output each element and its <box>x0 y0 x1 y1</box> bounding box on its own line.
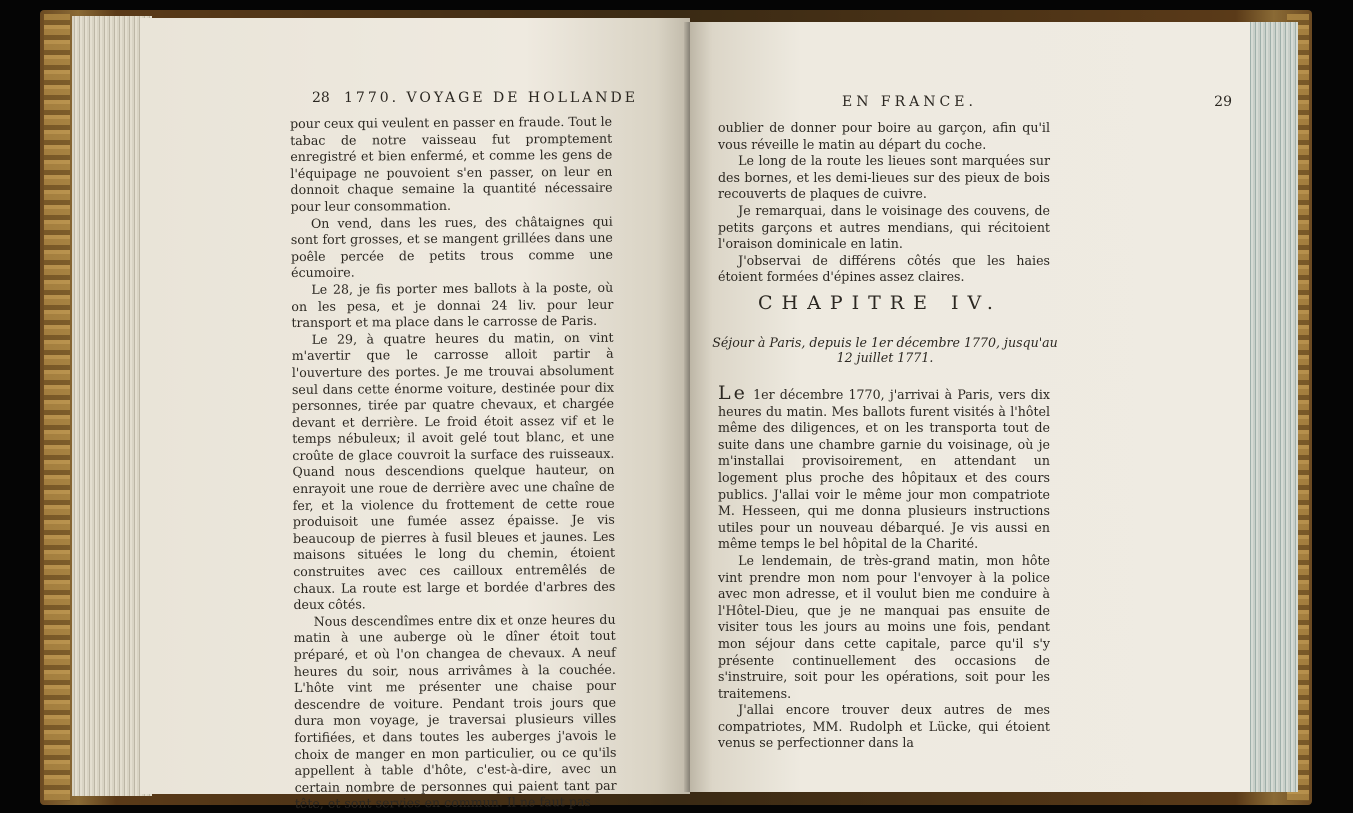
paragraph: Le long de la route les lieues sont marquées sur des bornes, et les demi-lieues sur des pieux de bois recouverts de plaques de cuivre. <box>718 153 1050 202</box>
drop-cap: Le <box>718 382 748 404</box>
paragraph: J'observai de différens côtés que les haies étoient formées d'épines assez claires. <box>718 252 1050 285</box>
paragraph: Nous descendîmes entre dix et onze heures du matin à une auberge où le dîner étoit tout préparé, et où l'on changea de chevaux. A neuf heures du soir, nous arrivâmes à la couchée. L'hôte vint me présenter une chaise pour descendre de voiture. Pendant trois jours que dura mon voyage, je traversai plusieurs villes fortifiées, et dans toutes les auberges j'avois le choix de manger en mon particulier, ou ce qu'ils appellent à table d'hôte, c'est-à-dire, avec un certain nombre de personnes qui paient tant par tête, et sont servies en commun. Il ne faut pas <box>293 611 617 812</box>
paragraph: On vend, dans les rues, des châtaignes qui sont fort grosses, et se mangent grillées dans une poêle percée de petits trous comme une écumoire. <box>290 213 614 281</box>
right-page <box>690 22 1250 792</box>
paragraph: Je remarquai, dans le voisinage des couvens, de petits garçons et autres mendians, qui récitoient l'oraison dominicale en latin. <box>718 202 1050 252</box>
paragraph: pour ceux qui veulent en passer en fraude. Tout le tabac de notre vaisseau fut promptement enregistré et bien enfermé, et comme les gens de l'équipage ne pouvoient s'en passer, on leur en donnoit chaque semaine la quantité nécessaire pour leur consommation. <box>290 113 613 214</box>
paragraph: Le 29, à quatre heures du matin, on vint m'avertir que le carrosse alloit partir à l'ouverture des portes. Je me trouvai absolument seul dans cette énorme voiture, destinée pour dix personnes, tirée par quatre chevaux, et chargée devant et derrière. Le froid étoit assez vif et le temps nébuleux; il avoit gelé tout blanc, et une croûte de glace couvroit la surface des ruisseaux. Quand nous descendions quelque hauteur, on enrayoit une roue de derrière avec une chaîne de fer, et la violence du frottement de cette roue produisoit une fumée assez épaisse. Je vis beaucoup de pierres à fusil bleues et jaunes. Les maisons situées le long du chemin, étoient construites avec ces cailloux entremêlés de chaux. La route est large et bordée d'arbres des deux côtés. <box>291 329 616 613</box>
left-page-number: 28 <box>312 90 330 106</box>
chapter-subtitle: Séjour à Paris, depuis le 1er décembre 1770, jusqu'au 12 juillet 1771. <box>712 335 1058 365</box>
paragraph-text: 1er décembre 1770, j'arrivai à Paris, vers dix heures du matin. Mes ballots furent visités à l'hôtel même des diligences, et on les transporta tout de suite dans une chambre garnie du voisinage, où je m'installai provisoirement, en attendant un logement plus proche des hôpitaux et des cours publics. J'allai voir le même jour mon compatriote M. Hesseen, qui me donna plusieurs instructions utiles pour un nouveau débarqué. Je vis aussi en même temps le bel hôpital de la Charité. <box>718 387 1050 552</box>
left-header-title: 1770. VOYAGE DE HOLLANDE <box>344 90 638 106</box>
paragraph: oublier de donner pour boire au garçon, afin qu'il vous réveille le matin au départ du coche. <box>718 120 1050 152</box>
gilt-edge-left <box>44 14 70 801</box>
paragraph: Le 28, je fis porter mes ballots à la poste, où on les pesa, et je donnai 24 liv. pour leur transport et ma place dans le carrosse de Paris. <box>291 279 614 331</box>
right-body-text-top <box>718 120 1050 286</box>
paragraph: Le lendemain, de très-grand matin, mon hôte vint prendre mon nom pour l'envoyer à la police avec mon adresse, et il voulut bien me conduire à l'Hôtel-Dieu, que je ne manquai pas ensuite de visiter tous les jours au moins une fois, pendant mon séjour dans cette capitale, parce qu'il s'y présente continuellement des occasions de s'instruire, soit pour les opérations, soit pour les traitemens. <box>718 552 1050 701</box>
left-body-text <box>290 114 617 813</box>
chapter-title: CHAPITRE IV. <box>758 292 1002 314</box>
right-page-number: 29 <box>1214 94 1232 110</box>
page-edges-right <box>1248 22 1298 792</box>
right-body-text-bottom <box>718 382 1050 752</box>
right-header-title: EN FRANCE. <box>842 94 977 110</box>
paragraph <box>718 382 1050 553</box>
paragraph: J'allai encore trouver deux autres de mes compatriotes, MM. Rudolph et Lücke, qui étoient venus se perfectionner dans la <box>718 702 1050 751</box>
left-page <box>140 18 690 812</box>
